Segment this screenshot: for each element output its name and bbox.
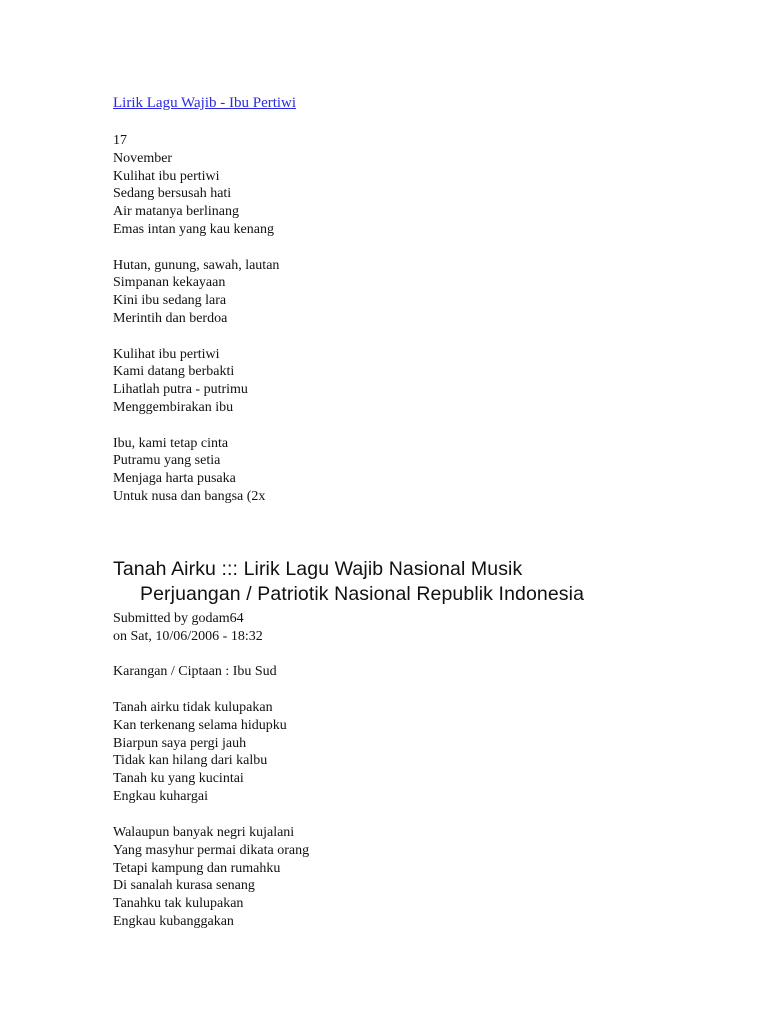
- lyric-line: Putramu yang setia: [113, 453, 221, 469]
- lyric-line: Untuk nusa dan bangsa (2x: [113, 488, 266, 504]
- lyric-line: Di sanalah kurasa senang: [113, 878, 255, 894]
- lyric-line: Yang masyhur permai dikata orang: [113, 842, 310, 858]
- lyric-line: Menjaga harta pusaka: [113, 471, 236, 487]
- lyric-line: Walaupun banyak negri kujalani: [113, 825, 295, 840]
- stanza-1: [113, 168, 274, 239]
- heading-line-2: Perjuangan / Patriotik Nasional Republik Indonesia: [140, 583, 585, 605]
- lyric-line: Sedang bersusah hati: [113, 186, 232, 202]
- lyric-line: Menggembirakan ibu: [113, 399, 234, 415]
- lyric-line: Engkau kuhargai: [113, 788, 208, 804]
- submitted-by: Submitted by godam64: [113, 611, 244, 626]
- stanza-6: [113, 824, 309, 931]
- lyric-line: Tanah airku tidak kulupakan: [113, 700, 273, 715]
- lyric-line: Lihatlah putra - putrimu: [113, 382, 248, 398]
- section-heading: [113, 557, 673, 607]
- lyric-line: Kan terkenang selama hidupku: [113, 717, 287, 733]
- lyric-line: Engkau kubanggakan: [113, 913, 234, 929]
- stanza-4: [113, 435, 265, 506]
- lyric-line: Simpanan kekayaan: [113, 275, 226, 291]
- lyric-line: Kini ibu sedang lara: [113, 293, 227, 309]
- lyric-line: Kulihat ibu pertiwi: [113, 168, 220, 184]
- heading-line-1: Tanah Airku ::: Lirik Lagu Wajib Nasional Musik: [113, 558, 523, 580]
- lyric-line: Tidak kan hilang dari kalbu: [113, 753, 268, 769]
- lyric-line: Ibu, kami tetap cinta: [113, 435, 229, 451]
- lyric-line: Kulihat ibu pertiwi: [113, 346, 220, 362]
- composer-line: [113, 663, 277, 681]
- date-month: November: [113, 150, 173, 166]
- composer: Karangan / Ciptaan : Ibu Sud: [113, 664, 277, 679]
- post-title-link[interactable]: Lirik Lagu Wajib - Ibu Pertiwi: [113, 95, 297, 111]
- post-date: on Sat, 10/06/2006 - 18:32: [113, 628, 263, 644]
- lyric-line: Merintih dan berdoa: [113, 310, 228, 326]
- lyric-line: Tetapi kampung dan rumahku: [113, 860, 281, 876]
- stanza-2: [113, 257, 279, 328]
- stanza-5: [113, 699, 287, 806]
- lyric-line: Kami datang berbakti: [113, 364, 235, 380]
- lyric-line: Tanah ku yang kucintai: [113, 771, 244, 787]
- lyric-line: Hutan, gunung, sawah, lautan: [113, 257, 280, 273]
- post-date: [113, 132, 172, 168]
- lyric-line: Tanahku tak kulupakan: [113, 896, 244, 912]
- lyric-line: Emas intan yang kau kenang: [113, 221, 274, 237]
- lyric-line: Air matanya berlinang: [113, 204, 239, 220]
- post-meta: [113, 610, 263, 646]
- stanza-3: [113, 346, 248, 417]
- lyric-line: Biarpun saya pergi jauh: [113, 735, 247, 751]
- date-day: 17: [113, 133, 127, 148]
